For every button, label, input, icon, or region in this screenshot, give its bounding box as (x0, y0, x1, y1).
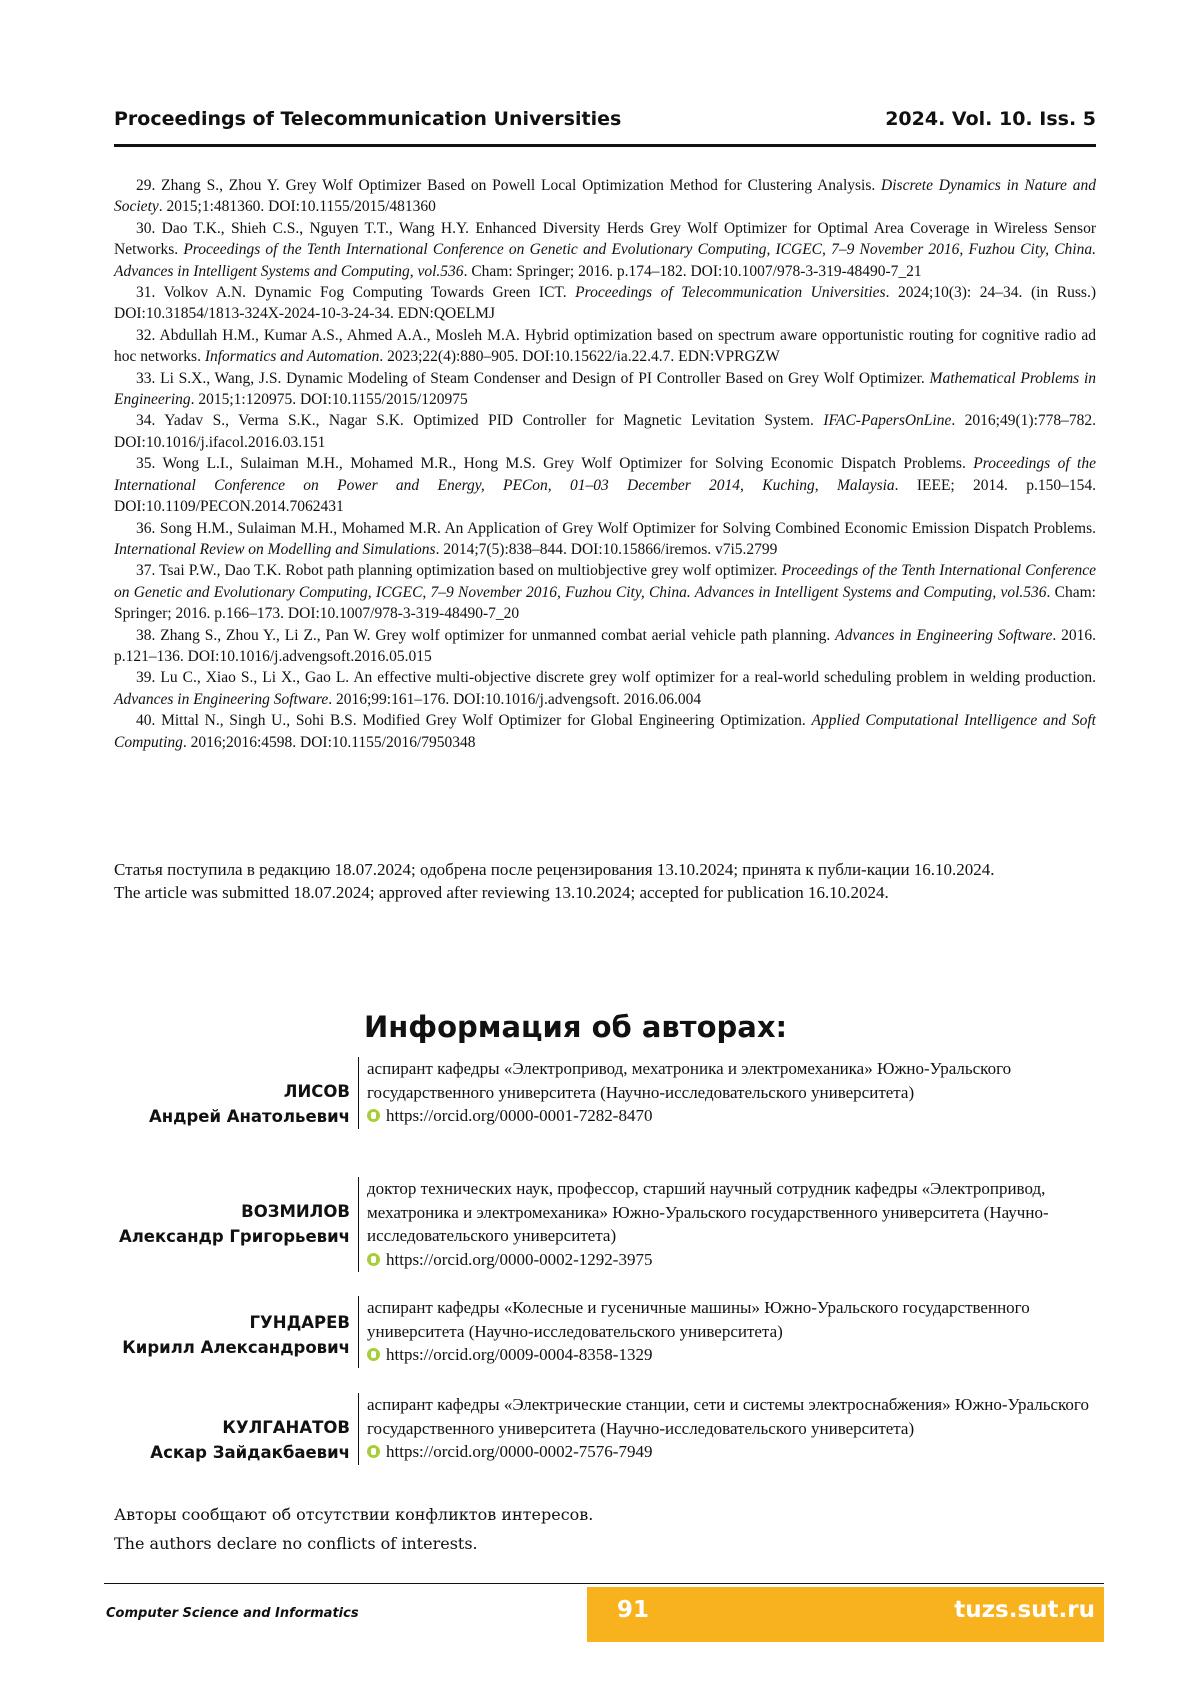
author-affiliation: доктор технических наук, профессор, старший научный сотрудник кафедры «Электропривод, мехатроника и электромеханика» Южно-Уральского государственного университета (Научно-исследовательского университета) (367, 1179, 1049, 1245)
running-header (114, 104, 1096, 147)
author-info (358, 1057, 1105, 1129)
author-name (114, 1199, 350, 1249)
reference-item: 36. Song H.M., Sulaiman M.H., Mohamed M.R. An Application of Grey Wolf Optimizer for Solving Combined Economic Emission Dispatch Problems. International Review on Modelling and Simulations. 2014;7(5):838–844. DOI:10.15866/iremos. v7i5.2799 (114, 519, 1096, 558)
reference-item: 30. Dao T.K., Shieh C.S., Nguyen T.T., Wang H.Y. Enhanced Diversity Herds Grey Wolf Optimizer for Optimal Area Coverage in Wireless Sensor Networks. Proceedings of the Tenth International Conference on Genetic and Evolutionary Computing, ICGEC, 7–9 November 2016, Fuzhou City, China. Advances in Intelligent Systems and Computing, vol.536. Cham: Springer; 2016. p.174–182. DOI:10.1007/978-3-319-48490-7_21 (114, 219, 1096, 280)
orcid-icon (367, 1348, 380, 1361)
reference-item: 40. Mittal N., Singh U., Sohi B.S. Modified Grey Wolf Optimizer for Global Engineering Optimization. Applied Computational Intelligence and Soft Computing. 2016;2016:4598. DOI:10.1155/2016/7950348 (114, 712, 1096, 751)
author-name (114, 1310, 350, 1360)
author-given-name: Аскар Зайдакбаевич (150, 1443, 350, 1462)
journal-title: Proceedings of Telecommunication Universities (114, 108, 622, 130)
authors-heading: Информация об авторах: (364, 1010, 788, 1044)
author-affiliation: аспирант кафедры «Колесные и гусеничные машины» Южно-Уральского государственного университета (Научно-исследовательского университета) (367, 1298, 1030, 1341)
orcid-link[interactable]: https://orcid.org/0000-0001-7282-8470 (386, 1106, 653, 1125)
reference-item: 33. Li S.X., Wang, J.S. Dynamic Modeling of Steam Condenser and Design of PI Controller Based on Grey Wolf Optimizer. Mathematical Problems in Engineering. 2015;1:120975. DOI:10.1155/2015/120975 (114, 369, 1097, 409)
orcid-link[interactable]: https://orcid.org/0000-0002-1292-3975 (386, 1249, 653, 1269)
dates-english: The article was submitted 18.07.2024; approved after reviewing 13.10.2024; accepted for publication 16.10.2024. (114, 883, 889, 902)
footer-divider (104, 1583, 1104, 1584)
footer-section-name: Computer Science and Informatics (106, 1606, 359, 1621)
conflicts-statement (114, 1500, 593, 1558)
author-given-name: Александр Григорьевич (118, 1227, 350, 1246)
orcid-icon (367, 1109, 380, 1122)
orcid-icon (367, 1253, 380, 1266)
author-surname: ГУНДАРЕВ (249, 1313, 350, 1332)
orcid-line (367, 1248, 652, 1272)
author-info (358, 1393, 1105, 1465)
submission-dates (114, 858, 1096, 904)
author-name (114, 1079, 350, 1129)
orcid-line (367, 1440, 652, 1464)
issue-label: 2024. Vol. 10. Iss. 5 (885, 108, 1096, 130)
author-info (358, 1177, 1105, 1272)
author-surname: КУЛГАНАТОВ (222, 1418, 350, 1437)
reference-item: 35. Wong L.I., Sulaiman M.H., Mohamed M.R., Hong M.S. Grey Wolf Optimizer for Solving Economic Dispatch Problems. Proceedings of the International Conference on Power and Energy, PECon, 01–03 December 2014, Kuching, Malaysia. IEEE; 2014. p.150–154. DOI:10.1109/PECON.2014.7062431 (114, 455, 1097, 516)
orcid-line (367, 1343, 652, 1367)
footer-site-link[interactable]: tuzs.sut.ru (954, 1597, 1095, 1623)
reference-item: 34. Yadav S., Verma S.K., Nagar S.K. Optimized PID Controller for Magnetic Levitation System. IFAC-PapersOnLine. 2016;49(1):778–782. DOI:10.1016/j.ifacol.2016.03.151 (114, 412, 1096, 451)
reference-item: 32. Abdullah H.M., Kumar A.S., Ahmed A.A., Mosleh M.A. Hybrid optimization based on spectrum aware opportunistic routing for cognitive radio ad hoc networks. Informatics and Automation. 2023;22(4):880–905. DOI:10.15622/ia.22.4.7. EDN:VPRGZW (114, 326, 1096, 366)
reference-list (114, 175, 1096, 753)
dates-russian: Статья поступила в редакцию 18.07.2024; одобрена после рецензирования 13.10.2024; принята к публи-кации 16.10.2024. (114, 860, 995, 879)
author-info (358, 1296, 1105, 1368)
orcid-icon (367, 1445, 380, 1458)
reference-item: 39. Lu C., Xiao S., Li X., Gao L. An effective multi-objective discrete grey wolf optimizer for a real-world scheduling problem in welding production. Advances in Engineering Software. 2016;99:161–176. DOI:10.1016/j.advengsoft. 2016.06.004 (114, 669, 1096, 708)
reference-item: 37. Tsai P.W., Dao T.K. Robot path planning optimization based on multiobjective grey wolf optimizer. Proceedings of the Tenth International Conference on Genetic and Evolutionary Computing, ICGEC, 7–9 November 2016, Fuzhou City, China. Advances in Intelligent Systems and Computing, vol.536. Cham: Springer; 2016. p.166–173. DOI:10.1007/978-3-319-48490-7_20 (114, 562, 1096, 623)
author-name (114, 1415, 350, 1465)
author-surname: ВОЗМИЛОВ (241, 1202, 350, 1221)
author-given-name: Андрей Анатольевич (148, 1107, 350, 1126)
reference-item: 31. Volkov A.N. Dynamic Fog Computing Towards Green ICT. Proceedings of Telecommunication Universities. 2024;10(3): 24–34. (in Russ.) DOI:10.31854/1813-324X-2024-10-3-24-34. EDN:QOELMJ (114, 284, 1096, 323)
author-given-name: Кирилл Александрович (122, 1338, 350, 1357)
orcid-line (367, 1104, 652, 1128)
orcid-link[interactable]: https://orcid.org/0009-0004-8358-1329 (386, 1345, 653, 1364)
author-affiliation: аспирант кафедры «Электропривод, мехатроника и электромеханика» Южно-Уральского государственного университета (Научно-исследовательского университета) (367, 1059, 1012, 1102)
author-affiliation: аспирант кафедры «Электрические станции, сети и системы электроснабжения» Южно-Уральского государственного университета (Научно-исследовательского университета) (367, 1395, 1089, 1438)
reference-item: 38. Zhang S., Zhou Y., Li Z., Pan W. Grey wolf optimizer for unmanned combat aerial vehicle path planning. Advances in Engineering Software. 2016. p.121–136. DOI:10.1016/j.advengsoft.2016.05.015 (114, 626, 1097, 665)
page-number: 91 (617, 1597, 650, 1623)
reference-item: 29. Zhang S., Zhou Y. Grey Wolf Optimizer Based on Powell Local Optimization Method for Clustering Analysis. Discrete Dynamics in Nature and Society. 2015;1:481360. DOI:10.1155/2015/481360 (114, 177, 1096, 216)
conflicts-english: The authors declare no conflicts of interests. (114, 1534, 478, 1553)
conflicts-russian: Авторы сообщают об отсутствии конфликтов интересов. (114, 1505, 594, 1524)
orcid-link[interactable]: https://orcid.org/0000-0002-7576-7949 (386, 1442, 653, 1461)
author-surname: ЛИСОВ (283, 1082, 350, 1101)
